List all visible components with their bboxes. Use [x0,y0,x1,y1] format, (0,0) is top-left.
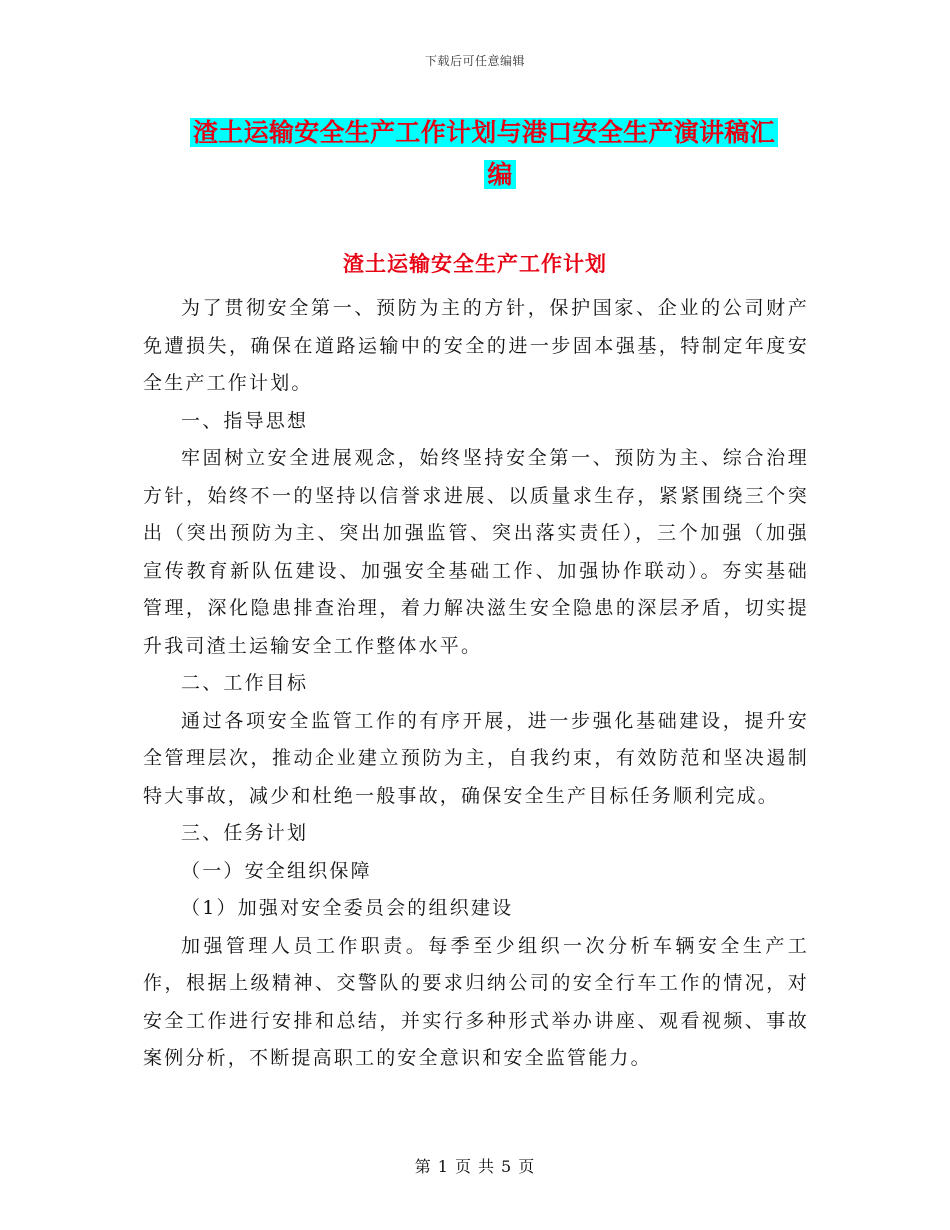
subheading-organization: （一）安全组织保障 [181,859,372,882]
header-note: 下载后可任意编辑 [424,54,525,68]
paragraph-work-goals: 通过各项安全监管工作的有序开展，进一步强化基础建设，提升安全管理层次，推动企业建立预防为主，自我约束，有效防范和坚决遏制特大事故，减少和杜绝一般事故，确保安全生产目标任务顺利完成。 [143,709,809,807]
subheading-committee: （1）加强对安全委员会的组织建设 [181,897,514,919]
document-title [190,112,810,196]
paragraph-guiding-thought: 牢固树立安全进展观念，始终坚持安全第一、预防为主、综合治理方针，始终不一的坚持以信誉求进展、以质量求生存，紧紧围绕三个突出（突出预防为主、突出加强监管、突出落实责任），三个加强（加强宣传教育新队伍建设、加强安全基础工作、加强协作联动）。夯实基础管理，深化隐患排查治理，着力解决滋生安全隐患的深层矛盾，切实提升我司渣土运输安全工作整体水平。 [143,447,809,657]
footer-prefix: 第 [414,1157,432,1176]
footer-suffix: 页 [518,1157,536,1176]
footer-current-page: 1 [437,1157,449,1176]
document-title-line1: 渣土运输安全生产工作计划与港口安全生产演讲稿汇 [190,118,778,147]
page-footer [0,1154,950,1177]
document-body [143,290,809,1078]
heading-work-goals: 二、工作目标 [181,672,309,694]
paragraph-intro: 为了贯彻安全第一、预防为主的方针，保护国家、企业的公司财产免遭损失，确保在道路运输中的安全的进一步固本强基，特制定年度安全生产工作计划。 [143,297,809,394]
footer-total-pages: 5 [501,1157,513,1176]
document-title-line2-wrap [190,154,810,196]
footer-middle: 页 共 [454,1157,496,1176]
heading-guiding-thought: 一、指导思想 [181,409,309,432]
document-title-line2: 编 [484,160,515,189]
heading-task-plan: 三、任务计划 [181,822,309,844]
paragraph-management-duties: 加强管理人员工作职责。每季至少组织一次分析车辆安全生产工作，根据上级精神、交警队的要求归纳公司的安全行车工作的情况，对安全工作进行安排和总结，并实行多种形式举办讲座、观看视频、事故案例分析，不断提高职工的安全意识和安全监管能力。 [143,934,809,1069]
section-title: 渣土运输安全生产工作计划 [343,251,607,276]
